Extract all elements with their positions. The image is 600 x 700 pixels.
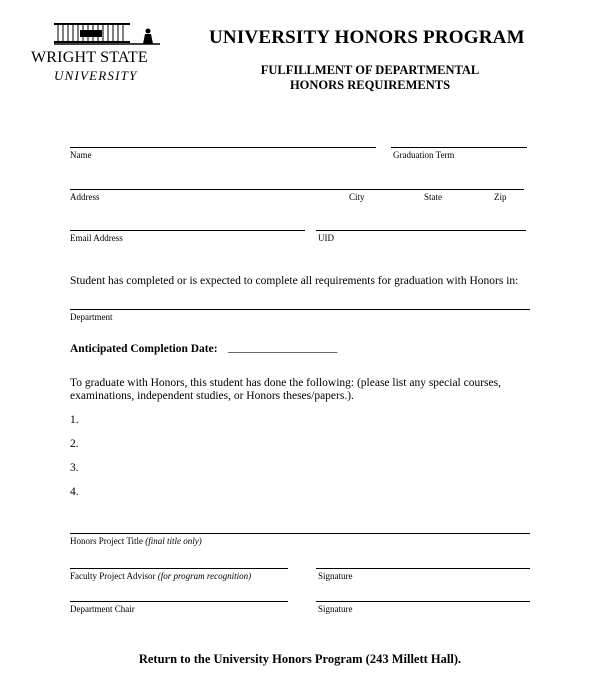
subtitle-line1: FULFILLMENT OF DEPARTMENTAL [260, 63, 480, 77]
department-label: Department [70, 312, 113, 322]
honors-statement: Student has completed or is expected to complete all requirements for graduation with Honors in: [70, 275, 519, 287]
chair-signature-field[interactable] [316, 601, 530, 602]
faculty-advisor-note: (for program recognition) [157, 571, 252, 581]
zip-label: Zip [494, 192, 507, 202]
page-subtitle [200, 63, 540, 93]
faculty-advisor-label [70, 571, 251, 581]
page-title: UNIVERSITY HONORS PROGRAM [209, 27, 525, 48]
department-field[interactable] [70, 309, 530, 310]
instructions-line2: examinations, independent studies, or Honors theses/papers.). [70, 390, 354, 402]
list-item: 1. [70, 414, 79, 426]
list-item: 2. [70, 438, 79, 450]
department-chair-label: Department Chair [70, 604, 135, 614]
graduation-term-field[interactable] [391, 147, 527, 148]
email-label: Email Address [70, 233, 123, 243]
logo-wordmark-line1: WRIGHT STATE [31, 49, 148, 66]
city-label: City [349, 192, 365, 202]
completion-date-label: Anticipated Completion Date: [70, 343, 218, 355]
instructions-line1: To graduate with Honors, this student has done the following: (please list any special courses, [70, 377, 501, 389]
logo-wordmark-line2: UNIVERSITY [54, 68, 138, 83]
faculty-advisor-field[interactable] [70, 568, 288, 569]
airplane-hangar-logo-icon [20, 22, 170, 50]
completion-date-field[interactable]: ___________________ [228, 342, 338, 354]
university-logo [20, 22, 170, 84]
list-item: 3. [70, 462, 79, 474]
uid-label: UID [318, 233, 334, 243]
advisor-signature-label: Signature [318, 571, 353, 581]
name-label: Name [70, 150, 92, 160]
chair-signature-label: Signature [318, 604, 353, 614]
faculty-advisor-label-text: Faculty Project Advisor [70, 571, 156, 581]
name-field[interactable] [70, 147, 376, 148]
email-field[interactable] [70, 230, 305, 231]
advisor-signature-field[interactable] [316, 568, 530, 569]
address-field[interactable] [70, 189, 524, 190]
department-chair-field[interactable] [70, 601, 288, 602]
project-title-label [70, 536, 202, 546]
address-label: Address [70, 192, 100, 202]
graduation-term-label: Graduation Term [393, 150, 455, 160]
project-title-note: (final title only) [145, 536, 202, 546]
subtitle-line2: HONORS REQUIREMENTS [289, 78, 451, 92]
state-label: State [424, 192, 442, 202]
uid-field[interactable] [316, 230, 526, 231]
project-title-field[interactable] [70, 533, 530, 534]
return-instructions: Return to the University Honors Program (243 Millett Hall). [138, 652, 462, 666]
project-title-label-text: Honors Project Title [70, 536, 144, 546]
list-item: 4. [70, 486, 79, 498]
